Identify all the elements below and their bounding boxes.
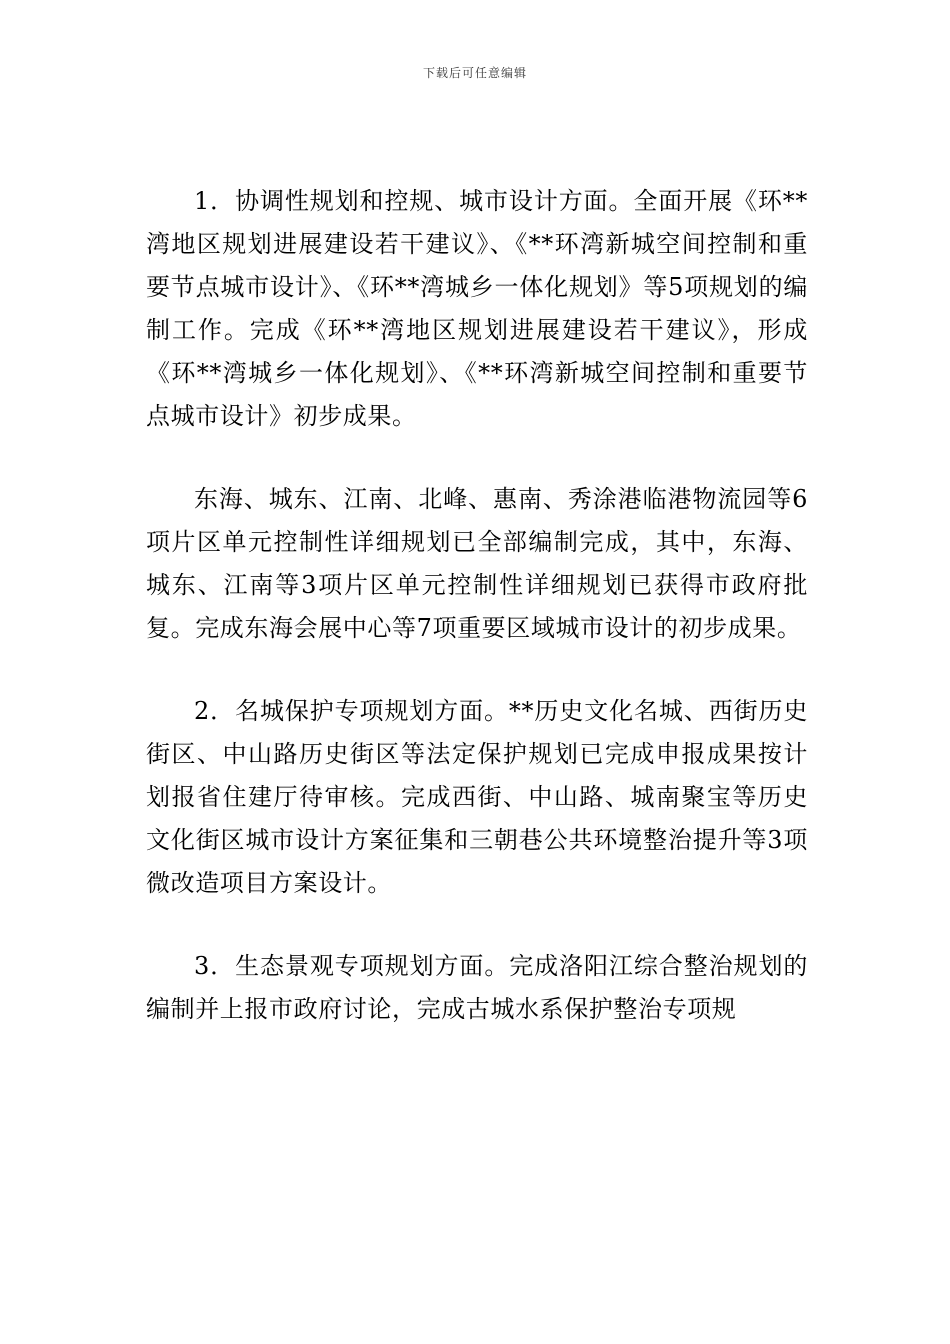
document-body	[146, 180, 808, 1071]
header-note: 下载后可任意编辑	[422, 66, 527, 80]
paragraph-district-control-plans: 东海、城东、江南、北峰、惠南、秀涂港临港物流园等6项片区单元控制性详细规划已全部编制完成，其中，东海、城东、江南等3项片区单元控制性详细规划已获得市政府批复。完成东海会展中心等7项重要区域城市设计的初步成果。	[146, 485, 808, 642]
paragraph-heritage-protection: 2．名城保护专项规划方面。**历史文化名城、西街历史街区、中山路历史街区等法定保护规划已完成申报成果按计划报省住建厅待审核。完成西街、中山路、城南聚宝等历史文化街区城市设计方案征集和三朝巷公共环境整治提升等3项微改造项目方案设计。	[146, 697, 808, 897]
paragraph-ecological-landscape: 3．生态景观专项规划方面。完成洛阳江综合整治规划的编制并上报市政府讨论，完成古城水系保护整治专项规	[146, 952, 808, 1023]
paragraph-planning-coordination: 1．协调性规划和控规、城市设计方面。全面开展《环**湾地区规划进展建设若干建议》、《**环湾新城空间控制和重要节点城市设计》、《环**湾城乡一体化规划》等5项规划的编制工作。完成《环**湾地区规划进展建设若干建议》，形成《环**湾城乡一体化规划》、《**环湾新城空间控制和重要节点城市设计》初步成果。	[146, 187, 808, 430]
